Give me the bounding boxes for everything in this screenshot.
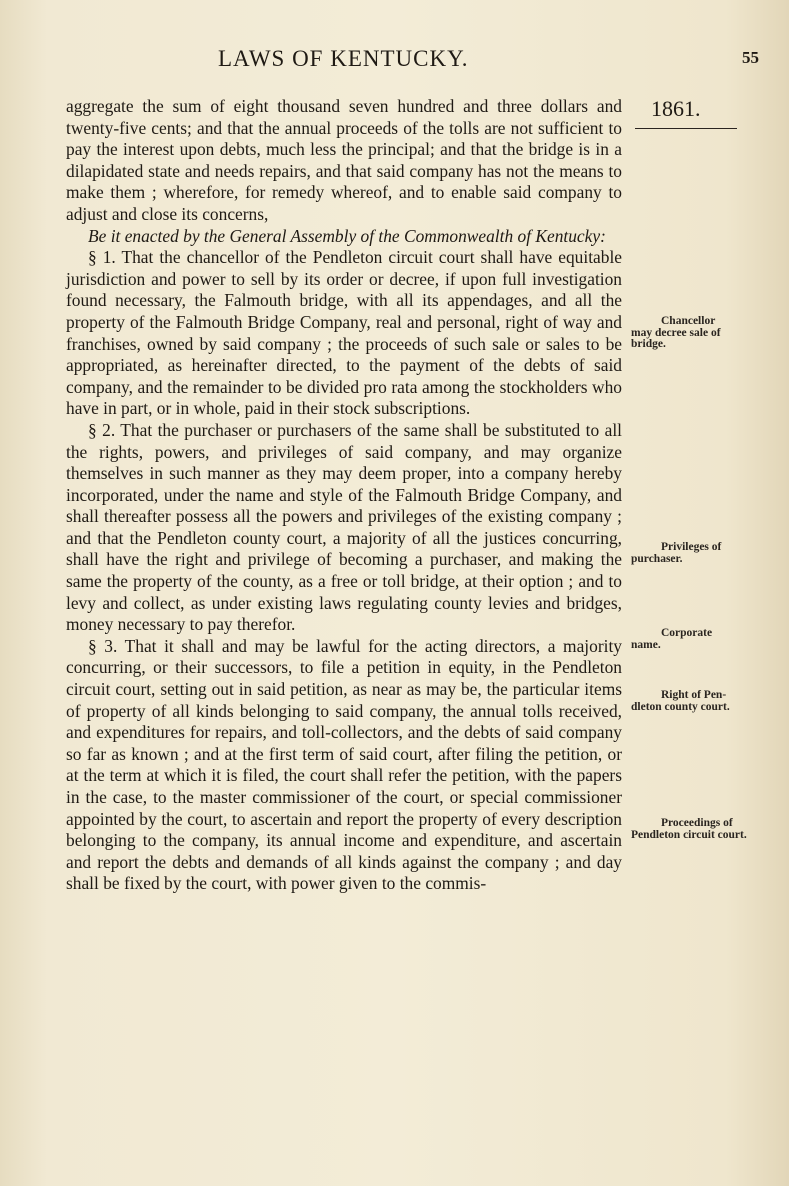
margin-note-first-line: Chancellor	[661, 315, 716, 327]
margin-note-rest: Pendleton circuit court.	[631, 828, 747, 841]
margin-note-rest: name.	[631, 638, 661, 651]
margin-note-first-line: Right of Pen-	[661, 689, 727, 701]
margin-note-first-line: Privileges of	[661, 541, 722, 553]
margin-note-chancellor	[631, 316, 751, 351]
margin-note-rest: may decree sale of bridge.	[631, 326, 721, 350]
section-1: § 1. That the chancellor of the Pendleton circuit court shall have equitable jurisdiction and power to sell by its order or decree, if upon full investigation found necessary, the Falmouth bridge, with all its appendages, and all the property of the Falmouth Bridge Company, real and personal, right of way and franchises, owned by said company ; the proceeds of such sale or sales to be appropriated, as hereinafter directed, to the payment of the debts of said company, and the remainder to be divided pro rata among the stockholders who have in part, or in whole, paid in their stock subscriptions.	[66, 247, 622, 419]
margin-note-rest: dleton county court.	[631, 700, 730, 713]
margin-note-right-of-county	[631, 690, 751, 713]
page-header	[0, 46, 789, 76]
page-number: 55	[742, 48, 759, 67]
margin-year: 1861.	[651, 96, 701, 121]
section-2: § 2. That the purchaser or purchasers of the same shall be substituted to all the rights, powers, and privileges of said company, and may organize themselves in such manner as they may deem proper, into a company hereby incorporated, under the name and style of the Falmouth Bridge Company, and shall thereafter possess all the powers and privileges of the existing company ; and that the Pendleton county court, a majority of all the justices concurring, shall have the right and privilege of becoming a purchaser, and making the same the property of the county, as a free or toll bridge, at their option ; and to levy and collect, as under existing laws regulating county levies and bridges, money necessary to pay therefor.	[66, 419, 622, 635]
margin-note-rest: purchaser.	[631, 552, 683, 565]
running-title: LAWS OF KENTUCKY.	[218, 46, 469, 71]
margin-note-first-line: Corporate	[661, 627, 713, 639]
enacting-clause: Be it enacted by the General Assembly of the Commonwealth of Kentucky:	[88, 225, 606, 246]
margin-note-corporate-name	[631, 628, 751, 651]
section-3: § 3. That it shall and may be lawful for the acting directors, a majority concurring, or their successors, to file a petition in equity, in the Pendleton circuit court, setting out in said petition, as near as may be, the particular items of property of all kinds belonging to said company, the annual tolls received, and expenditures for repairs, and toll-collectors, and the debts of said company so far as known ; and at the first term of said court, after filing the petition, or at the term at which it is filed, the court shall refer the petition, with the papers in the case, to the master commissioner of the court, or special commissioner appointed by the court, to ascertain and report the property of every description belonging to the company, its annual income and expenditure, and ascertain and report the debts and demands of all kinds against the company ; and day shall be fixed by the court, with power given to the commis-	[66, 635, 622, 894]
margin-note-privileges	[631, 542, 751, 565]
year-rule-divider	[635, 128, 737, 129]
margin-note-proceedings	[631, 818, 751, 841]
preamble-paragraph: aggregate the sum of eight thousand seven hundred and three dollars and twenty-five cents; and that the annual proceeds of the tolls are not sufficient to pay the interest upon debts, much less the principal; and that the bridge is in a dilapidated state and needs repairs, and that said company has not the means to make them ; wherefore, for remedy whereof, and to enable said company to adjust and close its concerns,	[66, 96, 622, 224]
body-text	[66, 96, 622, 895]
margin-note-first-line: Proceedings of	[661, 817, 733, 829]
